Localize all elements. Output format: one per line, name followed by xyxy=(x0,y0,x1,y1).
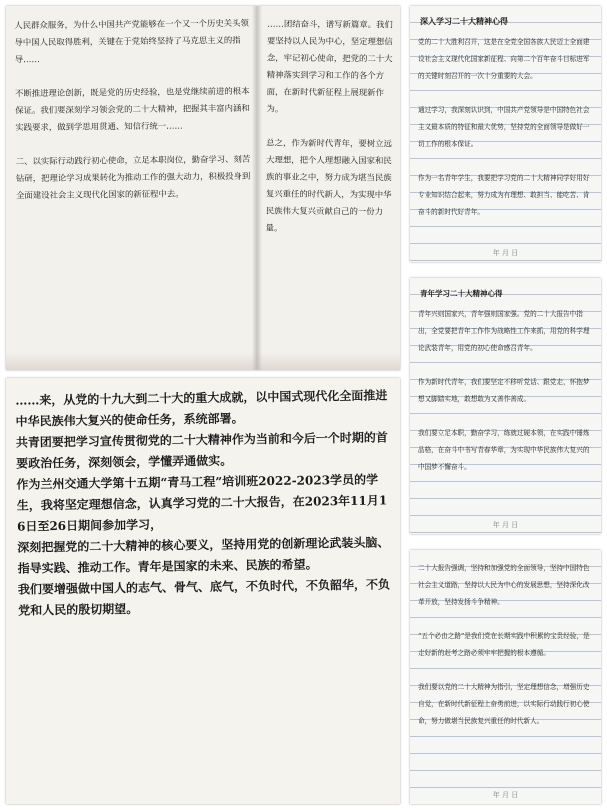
lined-card-bottom-right xyxy=(410,550,601,804)
card-footer: 年 月 日 xyxy=(492,521,519,529)
card-text: 青年兴则国家兴，青年强则国家强。党的二十大报告中指出，全党要把青年工作作为战略性工作来抓，用党的科学理论武装青年，用党的初心使命感召青年。 作为新时代青年，我们要坚定不移听党话、跟党走，怀抱梦想又脚踏实地，敢想敢为又善作善成。 我们要立足本职，勤奋学习，练就过硬本领，在实践中锤炼品格，在奋斗中书写青春华章，为实现中华民族伟大复兴的中国梦不懈奋斗。 xyxy=(418,310,590,471)
card-title: 深入学习二十大精神心得 xyxy=(420,16,508,26)
card-footer: 年 月 日 xyxy=(492,791,519,799)
notebook-fold xyxy=(252,6,262,370)
card-text: 党的二十大胜利召开，这是在全党全国各族人民迈上全面建设社会主义现代化国家新征程、向第二个百年奋斗目标进军的关键时刻召开的一次十分重要的大会。 通过学习，我深刻认识到，中国共产党领导是中国特色社会主义最本质的特征和最大优势，坚持党的全面领导是做好一切工作的根本保证。 作为一名青年学生，我要把学习党的二十大精神同学好用好专业知识结合起来，努力成为有理想、敢担当、能吃苦、肯奋斗的新时代好青年。 xyxy=(418,38,590,216)
essay-page-text: ……来，从党的十九大到二十大的重大成就，以中国式现代化全面推进中华民族伟大复兴的使命任务，系统部署。 共青团要把学习宣传贯彻党的二十大精神作为当前和今后一个时期的首要政治任务，深刻领会，学懂弄通做实。 作为兰州交通大学第十五期“青马工程”培训班2022-2023学员的学生，我将坚定理想信念，认真学习党的二十大报告，在2023年11月16日至26日期间参加学习， 深刻把握党的二十大精神的核心要义，坚持用党的创新理论武装头脑、指导实践、推动工作。青年是国家的未来、民族的希望。 我们要增强做中国人的志气、骨气、底气，不负时代，不负韶华，不负党和人民的殷切期望。 xyxy=(15,388,391,618)
card-title: 青年学习二十大精神心得 xyxy=(420,289,503,298)
notebook-bottom-shadow xyxy=(6,352,400,370)
notebook-photo-top-left xyxy=(6,6,400,370)
lined-card-top-right xyxy=(410,6,601,262)
notebook-left-page-text: 人民群众服务，为什么中国共产党能够在一个又一个历史关头领导中国人民取得胜利，关键在于党始终坚持了马克思主义的指导…… 不断推进理论创新，既是党的历史经验，也是党继续前进的根本保证。我们要深刻学习领会党的二十大精神，把握其丰富内涵和实践要求，做到学思用贯通、知信行统一…… 二、以实际行动践行初心使命，立足本职岗位，勤奋学习、刻苦钻研，把理论学习成果转化为推动工作的强大动力，积极投身到全面建设社会主义现代化国家的新征程中去。 xyxy=(14,17,251,201)
notebook-photo-bottom-left xyxy=(6,378,400,804)
card-footer: 年 月 日 xyxy=(492,249,519,257)
card-text: 二十大报告强调，坚持和加强党的全面领导，坚持中国特色社会主义道路，坚持以人民为中心的发展思想，坚持深化改革开放，坚持发扬斗争精神。 “五个必由之路”是我们党在长期实践中积累的宝贵经验，是走好新的赶考之路必须牢牢把握的根本遵循。 我们要以党的二十大精神为指引，坚定理想信念，增强历史自觉，在新时代新征程上奋勇前进，以实际行动践行初心使命，努力做堪当民族复兴重任的时代新人。 xyxy=(418,564,590,725)
notebook-right-page-text: ……团结奋斗，谱写新篇章。我们要坚持以人民为中心，坚定理想信念，牢记初心使命，把党的二十大精神落实到学习和工作的各个方面，在新时代新征程上展现新作为。 总之，作为新时代青年，要树立远大理想，把个人理想融入国家和民族的事业之中，努力成为堪当民族复兴重任的时代新人，为实现中华民族伟大复兴贡献自己的一份力量。 xyxy=(265,18,393,233)
lined-card-middle-right xyxy=(410,278,601,534)
